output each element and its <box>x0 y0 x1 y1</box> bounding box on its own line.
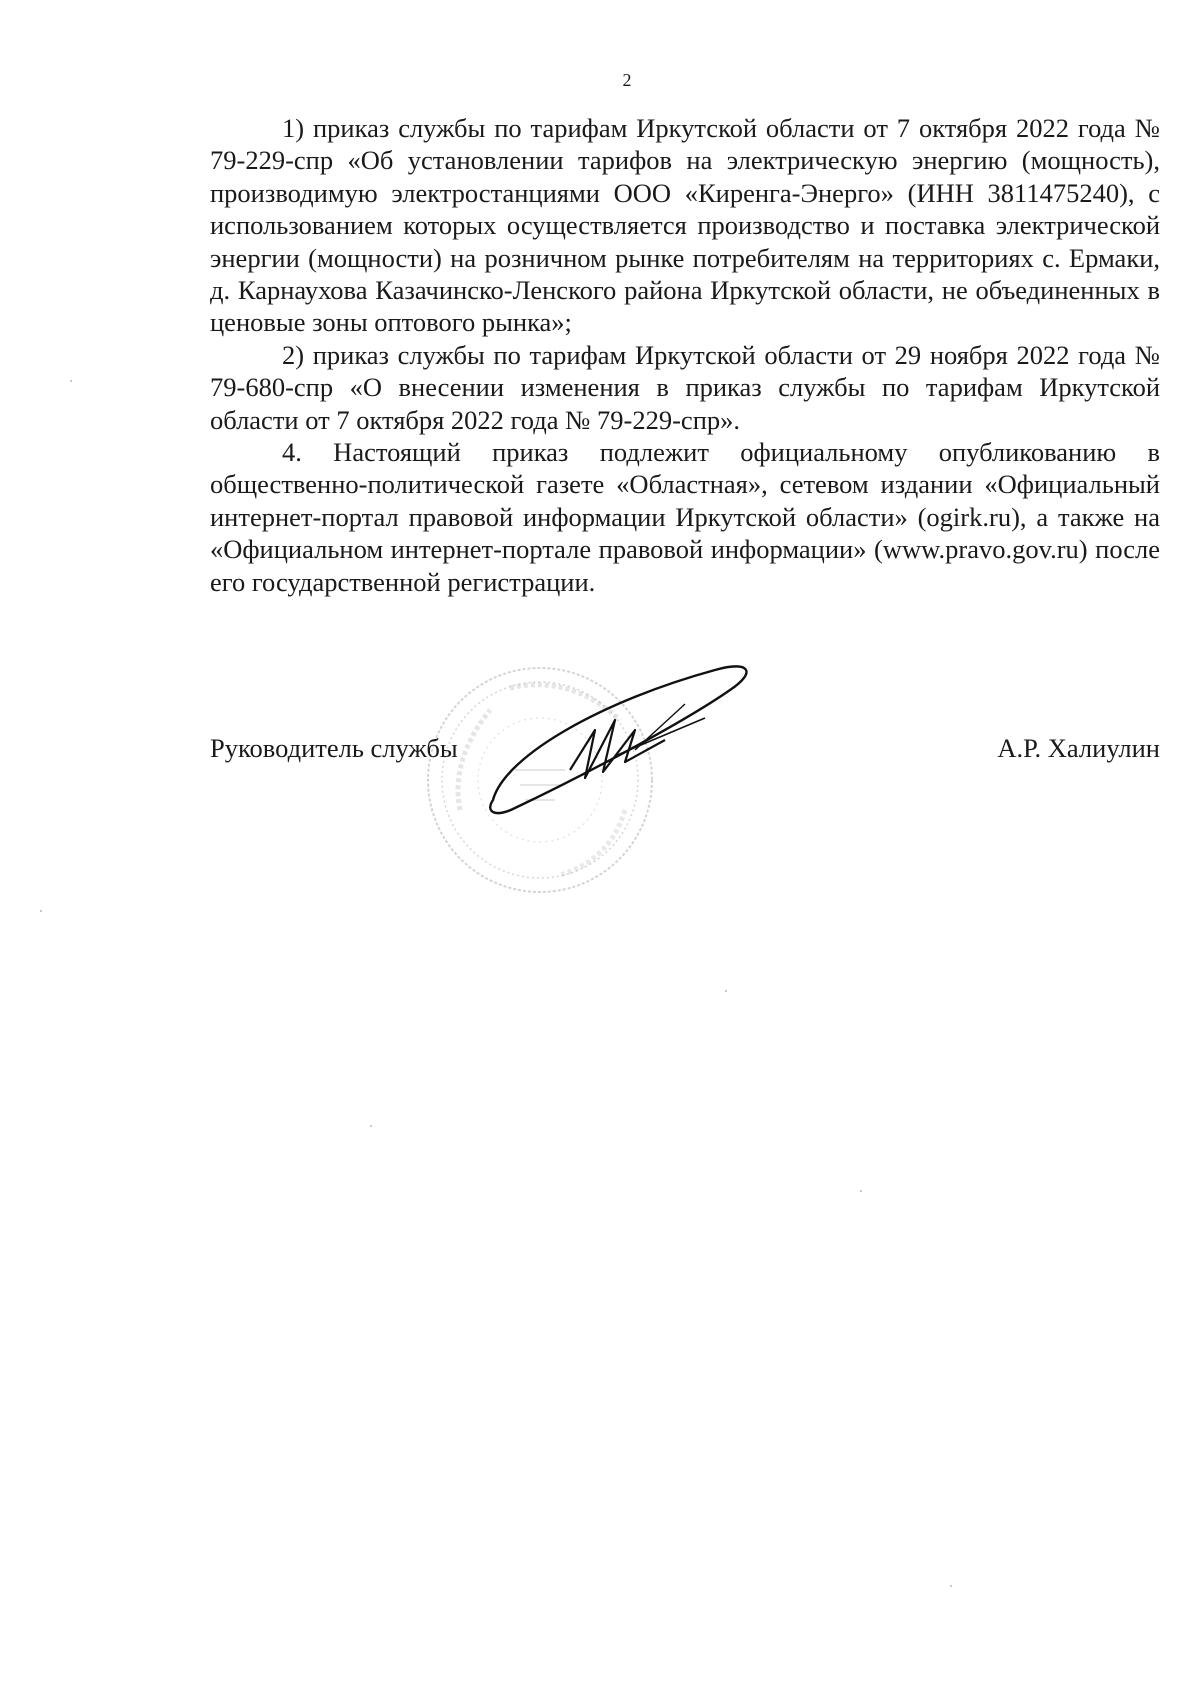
paragraph-item-2: 2) приказ службы по тарифам Иркутской области от 29 ноября 2022 года № 79-680-спр «О внесении изменения в приказ службы по тарифам Иркутской области от 7 октября 2022 года № 79-229-спр». <box>210 339 1160 435</box>
handwritten-signature <box>475 660 775 840</box>
signature-block <box>210 660 1160 920</box>
signatory-name: А.Р. Халиулин <box>997 733 1160 763</box>
scan-speck <box>40 910 42 912</box>
scan-speck <box>370 1125 372 1127</box>
paragraph-item-1: 1) приказ службы по тарифам Иркутской области от 7 октября 2022 года № 79-229-спр «Об установлении тарифов на электрическую энергию (мощность), производимую электростанциями ООО «Киренга-Энерго» (ИНН 3811475240), с использованием которых осуществляется производство и поставка электрической энергии (мощности) на розничном рынке потребителям на территориях с. Ермаки, д. Карнаухова Казачинско-Ленского района Иркутской области, не объединенных в ценовые зоны оптового рынка»; <box>210 113 1160 338</box>
page-number: 2 <box>622 70 632 90</box>
signatory-position: Руководитель службы <box>210 733 458 763</box>
paragraph-publication: 4. Настоящий приказ подлежит официальному опубликованию в общественно-политической газете «Областная», сетевом издании «Официальный интернет-портал правовой информации Иркутской области» (ogirk.ru), а также на «Официальном интернет-портале правовой информации» (www.pravo.gov.ru) после его государственной регистрации. <box>210 437 1160 597</box>
scan-speck <box>950 1585 952 1587</box>
scan-speck <box>70 380 72 382</box>
document-body <box>210 112 1160 598</box>
scan-speck <box>860 1190 862 1192</box>
scan-speck <box>725 990 727 992</box>
